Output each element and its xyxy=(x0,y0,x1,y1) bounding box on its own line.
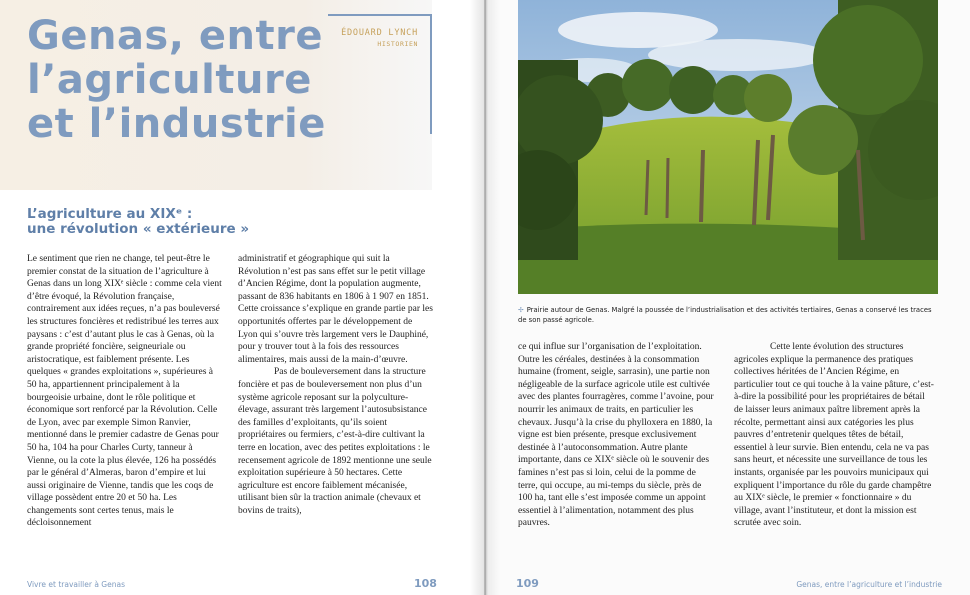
body-paragraph: Le sentiment que rien ne change, tel peut-être le premier constat de la situation de l’agriculture à Genas dans un long XIXᵉ siècle : comme cela vient d’être évoqué, la Révolution française, contrairement aux idées reçues, n’a pas bouleversé les structures foncières et redistribué les terres aux paysans : c’est d’autant plus le cas à Genas, où la grande propriété foncière, seigneuriale ou aristocratique, est faiblement présente. Les quelques « grandes exploitations », supérieures à 50 ha, appartiennent principalement à la bourgeoisie urbaine, dont le rôle politique et économique sort renforcé par la Révolution. Celle de Lyon, avec par exemple Simon Ranvier, mentionné dans le premier cadastre de Genas pour 50 ha, 104 ha pour Charles Curty, tanneur à Vienne, ou la cote la plus élevée, 126 ha possédés par le général d’Almeras, baron d’empire et lui aussi originaire de Vienne, tandis que les coqs de village possèdent entre 20 et 50 ha. Les changements sont certes tenus, mais le décloisonnement xyxy=(27,254,222,529)
page-number-left: 108 xyxy=(414,577,437,590)
body-paragraph: Cette lente évolution des structures agricoles explique la permanence des pratiques collectives héritées de l’Ancien Régime, en particulier tout ce qui touche à la vaine pâture, c’est-à-dire la possibilité pour les propriétaires de bétail de laisser leurs animaux paître librement après la récolte, permettant ainsi aux catégories les plus pauvres d’entretenir quelques têtes de bétail, essentiel à leur survie. Bien entendu, cela ne va pas sans heurt, et nécessite une surveillance de tous les instants, organisée par les pouvoirs municipaux qui expliquent l’importance du rôle du garde champêtre au XIXᵉ siècle, le premier « fonctionnaire » du village, avant l’instituteur, et dont la mission est scrutée avec soin. xyxy=(734,342,934,529)
author-frame xyxy=(328,14,432,134)
body-paragraph: ce qui influe sur l’organisation de l’exploitation. Outre les céréales, destinées à la consommation humaine (froment, seigle, sarrasin), une partie non négligeable de la surface agricole utile est cultivée avec des plantes fourragères, comme l’avoine, pour nourrir les animaux de traits, en particulier les chevaux. Jusqu’à la crise du phylloxera en 1880, la vigne est bien présente, presque exclusivement destinée à l’autoconsommation. Autre plante importante, dans ce XIXᵉ siècle où le souvenir des famines n’est pas si loin, celui de la pomme de terre, qui occupe, au mi-temps du siècle, près de 100 ha, tant elle s’est imposée comme un appoint essentiel à l’alimentation, notamment des plus pauvres. xyxy=(518,342,714,529)
right-page xyxy=(486,0,970,595)
photo-caption xyxy=(518,305,938,325)
left-column-1 xyxy=(27,253,223,530)
meadow-illustration xyxy=(518,0,938,294)
running-footer-left: Vivre et travailler à Genas xyxy=(27,580,125,589)
section-heading xyxy=(27,207,327,237)
body-paragraph: administratif et géographique qui suit la Révolution n’est pas sans effet sur le petit village d’Ancien Régime, dont la population augmente, passant de 836 habitants en 1806 à 1 907 en 1851. Cette croissance s’explique en grande partie par les opportunités offertes par le développement de Lyon qui s’ouvre très largement vers le Dauphiné, pour y trouver tout à la fois des ressources alimentaires, mais aussi de la main-d’œuvre. xyxy=(238,254,433,365)
running-footer-right: Genas, entre l’agriculture et l’industrie xyxy=(796,580,942,589)
section-heading-line2: une révolution « extérieure » xyxy=(27,221,250,237)
body-paragraph: Pas de bouleversement dans la structure foncière et pas de bouleversement non plus d’un système agricole reposant sur la polyculture-élevage, assurant très largement l’autosubsistance des familles d’exploitants, qu’ils soient propriétaires ou fermiers, c’est-à-dire cultivant la terre en location, avec des petites exploitations : le recensement agricole de 1892 mentionne une seule exploitation supérieure à 50 hectares. Cette agriculture est encore faiblement mécanisée, utilisant bien sûr la traction animale (chevaux et bovins de traits), xyxy=(238,367,432,516)
author-name: ÉDOUARD LYNCH xyxy=(341,28,418,38)
right-column-2 xyxy=(734,341,934,530)
left-column-2 xyxy=(238,253,434,517)
article-title: Genas, entre l’agriculture et l’industrie xyxy=(27,13,326,147)
right-column-1 xyxy=(518,341,716,530)
caption-marker-icon: ✢ xyxy=(518,306,524,314)
section-heading-line1: L’agriculture au XIXᵉ : xyxy=(27,206,193,222)
caption-text: Prairie autour de Genas. Malgré la poussée de l’industrialisation et des activités tertiaires, Genas a conservé les traces de son passé agricole. xyxy=(518,306,932,324)
page-number-right: 109 xyxy=(516,577,539,590)
left-page xyxy=(0,0,484,595)
author-role: HISTORIEN xyxy=(377,40,418,48)
meadow-photo xyxy=(518,0,938,294)
